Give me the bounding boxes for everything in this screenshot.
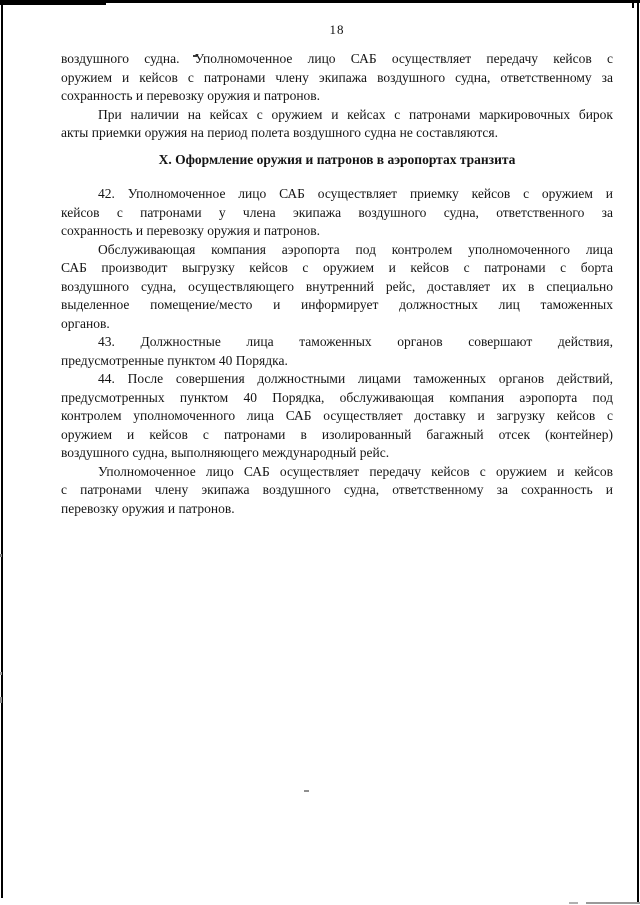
scan-edge-top-thick-segment: [0, 0, 106, 5]
scan-edge-left: [1, 0, 3, 898]
document-body: [61, 50, 613, 518]
scan-edge-right: [637, 0, 639, 904]
text-line: Обслуживающая компания аэропорта под контролем уполномоченного лица: [98, 241, 613, 257]
paragraph-item-43: [61, 333, 613, 370]
text-line: с патронами члену экипажа воздушного судна, ответственному за сохранность и: [61, 482, 613, 497]
text-line: перевозку оружия и патронов.: [61, 500, 235, 516]
text-line: При наличии на кейсах с оружием и кейсах с патронами маркировочных бирок: [98, 106, 613, 122]
paragraph-item-42: [61, 185, 613, 241]
text-line: контролем уполномоченного лица САБ осуществляет доставку и загрузку кейсов с: [61, 408, 613, 423]
text-line: оружием и кейсов с патронами члену экипажа воздушного судна, ответственному за: [61, 69, 613, 85]
text-line: 42. Уполномоченное лицо САБ осуществляет приемку кейсов с оружием и: [98, 186, 613, 201]
text-line: выделенное помещение/место и информирует должностных лиц таможенных: [61, 297, 613, 312]
text-line: воздушного судна, осуществляющего внутренний рейс, доставляет их в специально: [61, 278, 613, 294]
text-line: 44. После совершения должностными лицами таможенных органов действий,: [98, 371, 613, 386]
scan-artifact-left-tick: [0, 554, 2, 557]
paragraph-marking-tags: [61, 106, 613, 143]
paragraph-item-44: [61, 370, 613, 463]
section-heading: X. Оформление оружия и патронов в аэропортах транзита: [158, 151, 516, 167]
paragraph-item-44-transfer: [61, 463, 613, 519]
text-line: САБ производит выгрузку кейсов с оружием и кейсов с патронами с борта: [61, 260, 613, 275]
scan-artifact-dash: [632, 3, 634, 8]
text-line: акты приемки оружия на период полета воздушного судна не составляются.: [61, 125, 499, 140]
text-line: 43. Должностные лица таможенных органов совершают действия,: [98, 334, 613, 349]
text-line: воздушного судна. Уполномоченное лицо САБ осуществляет передачу кейсов с: [61, 51, 613, 66]
text-line: сохранность и перевозку оружия и патронов.: [61, 223, 321, 238]
page-number: 18: [329, 22, 345, 37]
text-line: сохранность и перевозку оружия и патронов.: [61, 88, 321, 103]
text-line: Уполномоченное лицо САБ осуществляет передачу кейсов с оружием и кейсов: [98, 463, 613, 479]
scan-artifact-mid-dash: [304, 790, 309, 792]
paragraph-item-42-handling: [61, 241, 613, 334]
scan-artifact-bottom-line: [586, 902, 640, 904]
scan-artifact-bottom-dash: [569, 902, 578, 904]
text-line: оружием и кейсов с патронами в изолированный багажный отсек (контейнер): [61, 426, 613, 442]
text-line: кейсов с патронами у члена экипажа воздушного судна, ответственного за: [61, 204, 613, 220]
scan-artifact-left-tick: [0, 672, 2, 675]
scan-artifact-left-tick: [0, 697, 2, 703]
text-line: предусмотренные пунктом 40 Порядка.: [61, 352, 288, 368]
paragraph-carryover: [61, 50, 613, 106]
text-line: воздушного судна, выполняющего международный рейс.: [61, 445, 390, 460]
text-line: органов.: [61, 315, 110, 331]
text-line: предусмотренных пунктом 40 Порядка, обслуживающая компания аэропорта под: [61, 389, 613, 405]
